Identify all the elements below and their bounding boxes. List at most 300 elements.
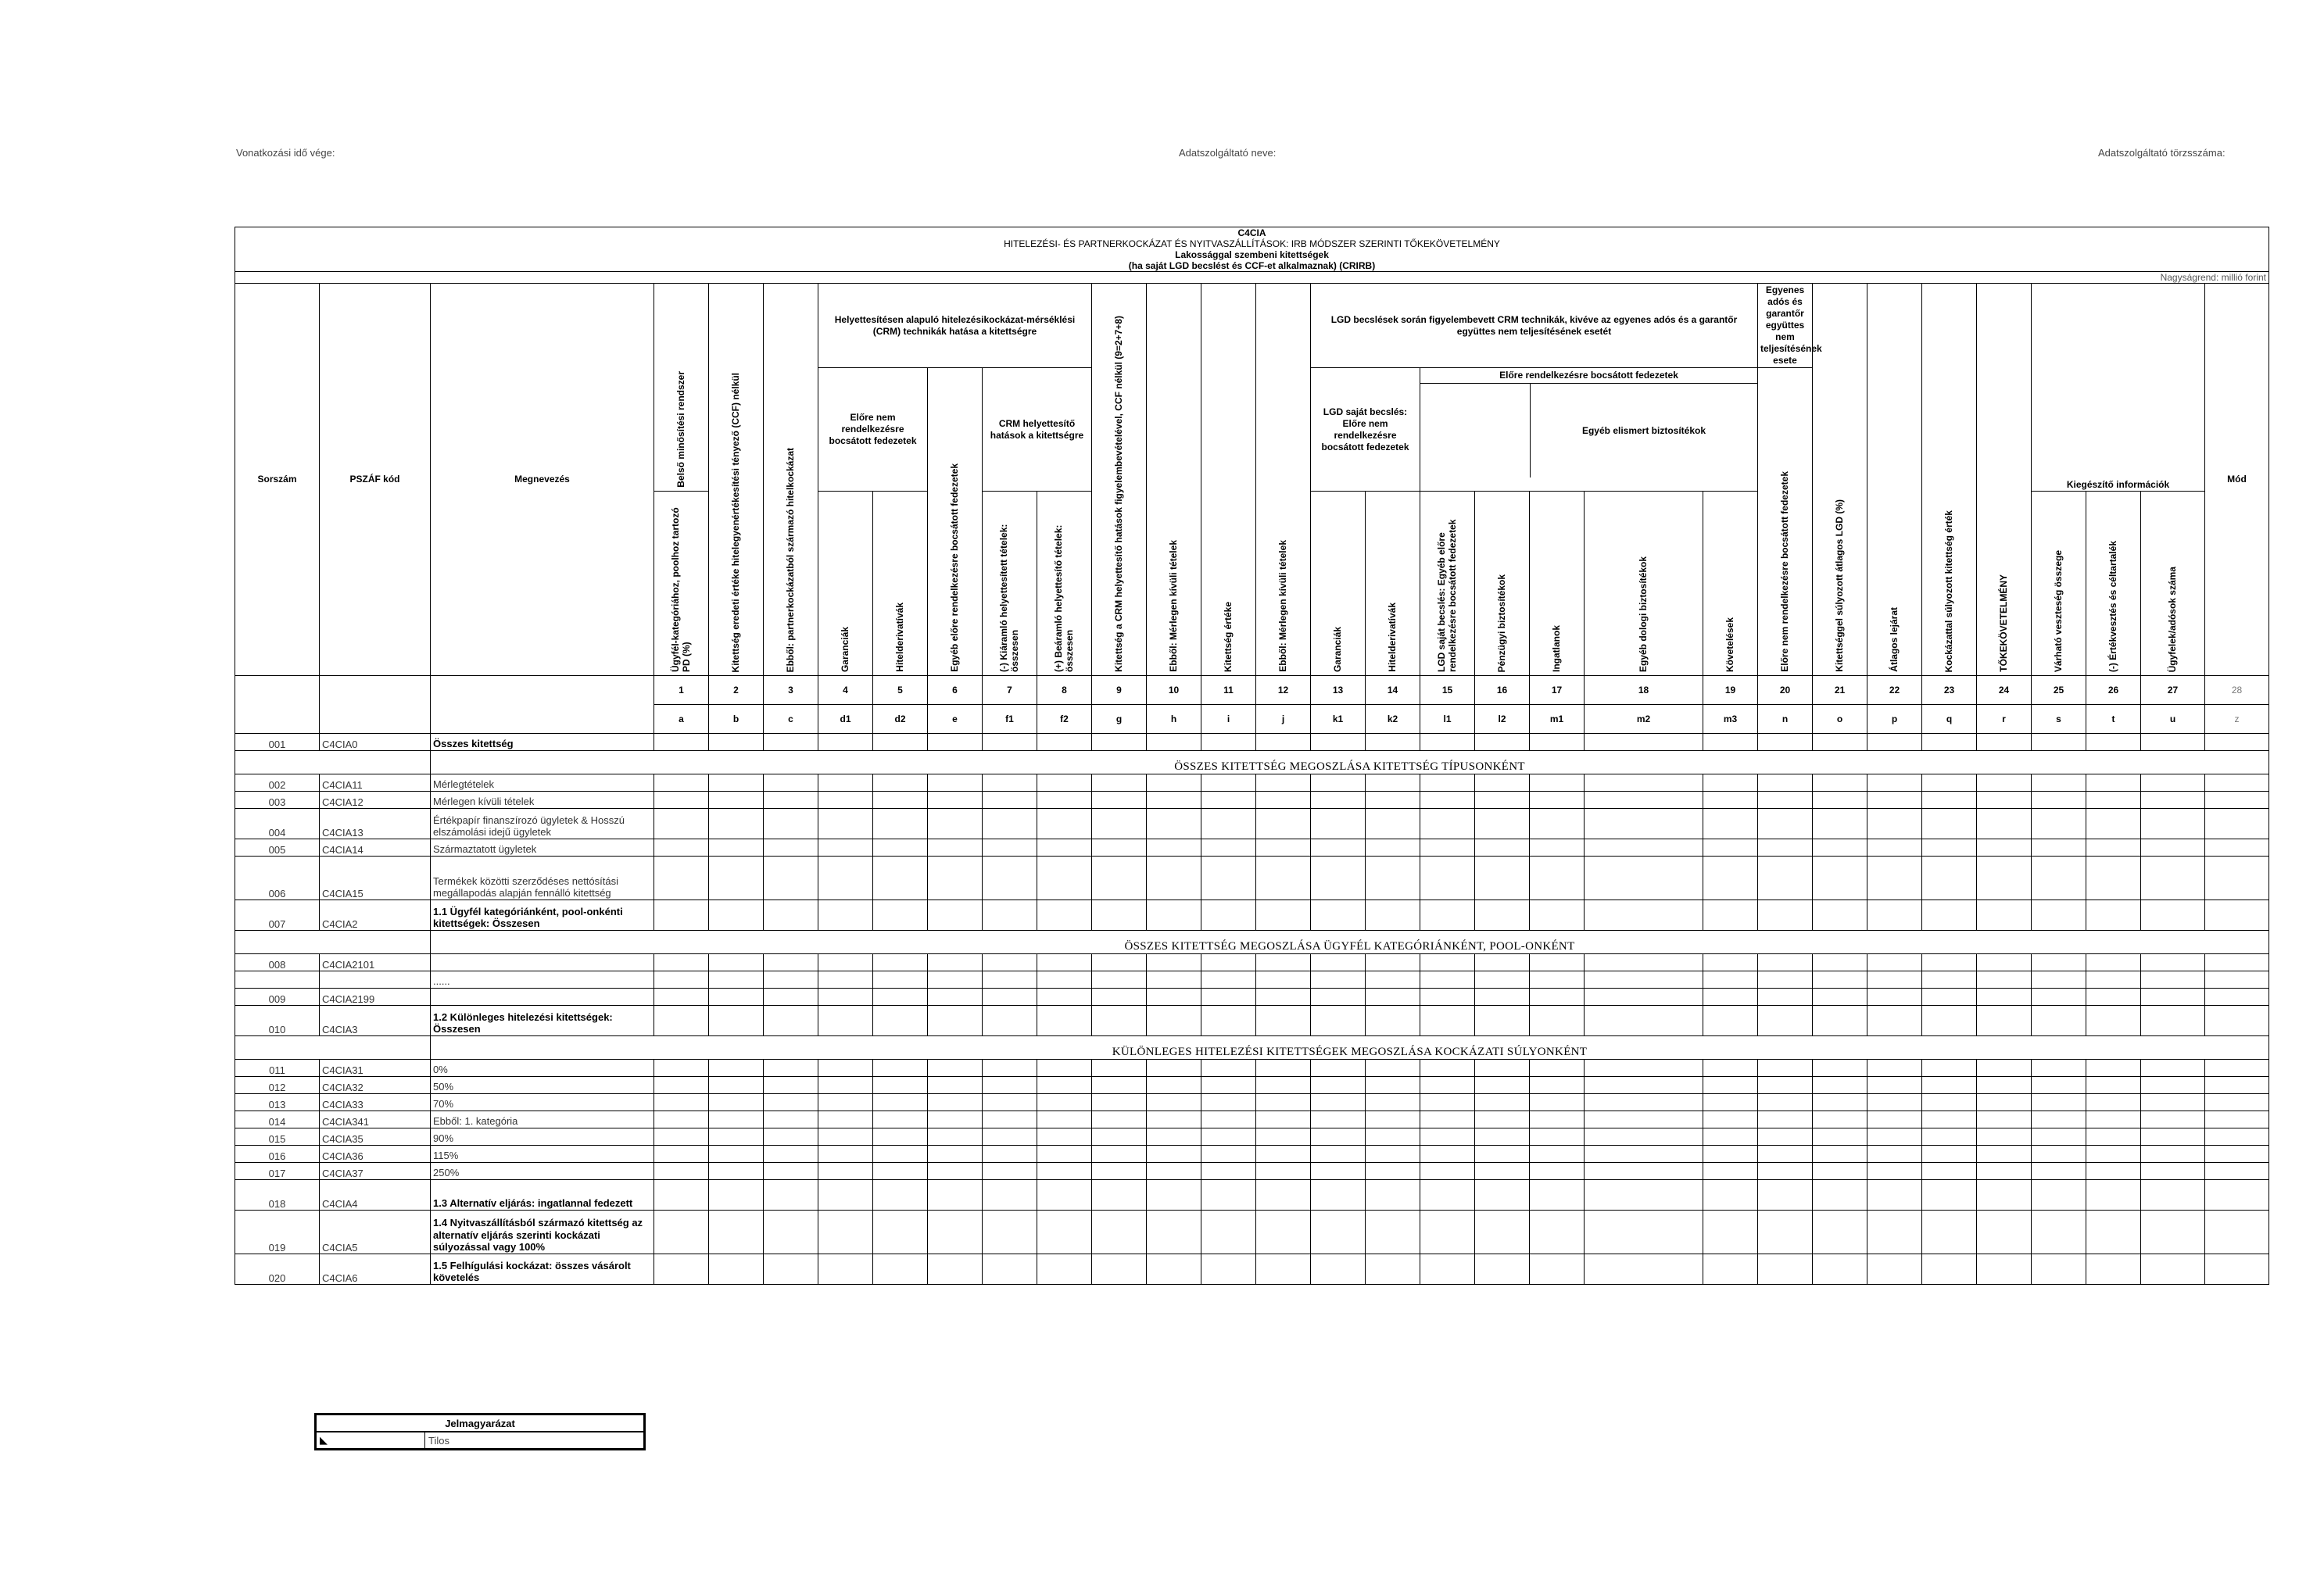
value-cell[interactable] [1037,1163,1092,1180]
value-cell[interactable] [1366,734,1420,751]
value-cell[interactable] [1813,857,1867,900]
value-cell[interactable] [1530,809,1585,839]
value-cell[interactable] [1420,900,1475,931]
value-cell[interactable] [2032,1128,2086,1146]
value-cell[interactable] [928,839,983,857]
value-cell[interactable] [2032,1006,2086,1036]
value-cell[interactable] [818,1111,873,1128]
value-cell[interactable] [1758,857,1813,900]
value-cell[interactable] [1922,792,1977,809]
value-cell[interactable] [818,1094,873,1111]
value-cell[interactable] [1922,1111,1977,1128]
value-cell[interactable] [1813,971,1867,989]
value-cell[interactable] [1420,1094,1475,1111]
value-cell[interactable] [983,989,1037,1006]
value-cell[interactable] [1256,1077,1311,1094]
value-cell[interactable] [709,1146,764,1163]
value-cell[interactable] [1813,1211,1867,1254]
value-cell[interactable] [709,1094,764,1111]
value-cell[interactable] [818,989,873,1006]
value-cell[interactable] [1922,1146,1977,1163]
value-cell[interactable] [2141,900,2205,931]
value-cell[interactable] [1703,954,1758,971]
value-cell[interactable] [1922,857,1977,900]
value-cell[interactable] [1922,1006,1977,1036]
value-cell[interactable] [1037,839,1092,857]
value-cell[interactable] [2141,1060,2205,1077]
value-cell[interactable] [1758,1163,1813,1180]
value-cell[interactable] [709,1254,764,1285]
value-cell[interactable] [818,1146,873,1163]
value-cell[interactable] [1366,1094,1420,1111]
value-cell[interactable] [928,1163,983,1180]
value-cell[interactable] [1366,809,1420,839]
value-cell[interactable] [1867,1254,1922,1285]
value-cell[interactable] [1867,792,1922,809]
value-cell[interactable] [1037,774,1092,792]
value-cell[interactable] [1420,809,1475,839]
value-cell[interactable] [1977,734,2032,751]
value-cell[interactable] [1867,1180,1922,1211]
value-cell[interactable] [1311,1180,1366,1211]
value-cell[interactable] [928,1060,983,1077]
value-cell[interactable] [2086,1146,2141,1163]
value-cell[interactable] [1201,989,1256,1006]
value-cell[interactable] [1758,1254,1813,1285]
value-cell[interactable] [1311,1077,1366,1094]
value-cell[interactable] [654,1094,709,1111]
value-cell[interactable] [1867,774,1922,792]
value-cell[interactable] [2032,954,2086,971]
value-cell[interactable] [2086,1060,2141,1077]
value-cell[interactable] [1475,1111,1530,1128]
value-cell[interactable] [1366,954,1420,971]
value-cell[interactable] [1256,792,1311,809]
value-cell[interactable] [1311,1094,1366,1111]
value-cell[interactable] [1311,774,1366,792]
value-cell[interactable] [2205,1094,2269,1111]
value-cell[interactable] [1977,971,2032,989]
value-cell[interactable] [1201,1006,1256,1036]
value-cell[interactable] [1256,809,1311,839]
value-cell[interactable] [709,774,764,792]
value-cell[interactable] [1092,1128,1147,1146]
value-cell[interactable] [1813,809,1867,839]
value-cell[interactable] [709,1211,764,1254]
value-cell[interactable] [2086,971,2141,989]
value-cell[interactable] [1867,1211,1922,1254]
value-cell[interactable] [818,1211,873,1254]
value-cell[interactable] [1922,1128,1977,1146]
value-cell[interactable] [928,1128,983,1146]
value-cell[interactable] [1585,1211,1703,1254]
value-cell[interactable] [1977,1111,2032,1128]
value-cell[interactable] [1867,900,1922,931]
value-cell[interactable] [1813,839,1867,857]
value-cell[interactable] [2205,1180,2269,1211]
value-cell[interactable] [2032,1163,2086,1180]
value-cell[interactable] [1037,1077,1092,1094]
value-cell[interactable] [1256,1006,1311,1036]
value-cell[interactable] [983,1060,1037,1077]
value-cell[interactable] [709,900,764,931]
value-cell[interactable] [1922,1077,1977,1094]
value-cell[interactable] [2032,839,2086,857]
value-cell[interactable] [1366,1211,1420,1254]
value-cell[interactable] [1585,839,1703,857]
value-cell[interactable] [1366,792,1420,809]
value-cell[interactable] [1311,1163,1366,1180]
value-cell[interactable] [654,1111,709,1128]
value-cell[interactable] [1758,900,1813,931]
value-cell[interactable] [1585,989,1703,1006]
value-cell[interactable] [1420,1060,1475,1077]
value-cell[interactable] [983,1077,1037,1094]
value-cell[interactable] [1530,774,1585,792]
value-cell[interactable] [1977,954,2032,971]
value-cell[interactable] [2032,1211,2086,1254]
value-cell[interactable] [654,1180,709,1211]
value-cell[interactable] [1813,1180,1867,1211]
value-cell[interactable] [709,857,764,900]
value-cell[interactable] [1311,900,1366,931]
value-cell[interactable] [2205,1128,2269,1146]
value-cell[interactable] [983,1254,1037,1285]
value-cell[interactable] [654,1254,709,1285]
value-cell[interactable] [1758,989,1813,1006]
value-cell[interactable] [1256,971,1311,989]
value-cell[interactable] [1530,989,1585,1006]
value-cell[interactable] [1585,774,1703,792]
value-cell[interactable] [1201,1163,1256,1180]
value-cell[interactable] [1201,1180,1256,1211]
value-cell[interactable] [1813,774,1867,792]
value-cell[interactable] [1530,1180,1585,1211]
value-cell[interactable] [1585,1006,1703,1036]
value-cell[interactable] [1475,1060,1530,1077]
value-cell[interactable] [818,1006,873,1036]
value-cell[interactable] [2141,1006,2205,1036]
value-cell[interactable] [1147,1077,1201,1094]
value-cell[interactable] [1977,1180,2032,1211]
value-cell[interactable] [1366,774,1420,792]
value-cell[interactable] [983,857,1037,900]
value-cell[interactable] [1530,1254,1585,1285]
value-cell[interactable] [1475,734,1530,751]
value-cell[interactable] [1201,1094,1256,1111]
value-cell[interactable] [1037,989,1092,1006]
value-cell[interactable] [1977,1254,2032,1285]
value-cell[interactable] [1703,1211,1758,1254]
value-cell[interactable] [1922,809,1977,839]
value-cell[interactable] [1758,1128,1813,1146]
value-cell[interactable] [2205,792,2269,809]
value-cell[interactable] [1703,989,1758,1006]
value-cell[interactable] [1092,857,1147,900]
value-cell[interactable] [1758,792,1813,809]
value-cell[interactable] [2086,1254,2141,1285]
value-cell[interactable] [1366,1146,1420,1163]
value-cell[interactable] [1530,1111,1585,1128]
value-cell[interactable] [1977,1211,2032,1254]
value-cell[interactable] [818,839,873,857]
value-cell[interactable] [709,1060,764,1077]
value-cell[interactable] [1530,1094,1585,1111]
value-cell[interactable] [1922,1163,1977,1180]
value-cell[interactable] [928,1094,983,1111]
value-cell[interactable] [1311,1146,1366,1163]
value-cell[interactable] [709,1128,764,1146]
value-cell[interactable] [1311,809,1366,839]
value-cell[interactable] [1475,857,1530,900]
value-cell[interactable] [1530,839,1585,857]
value-cell[interactable] [1201,857,1256,900]
value-cell[interactable] [2086,809,2141,839]
value-cell[interactable] [1037,1146,1092,1163]
value-cell[interactable] [1037,809,1092,839]
value-cell[interactable] [1147,792,1201,809]
value-cell[interactable] [1256,1211,1311,1254]
value-cell[interactable] [1366,1077,1420,1094]
value-cell[interactable] [764,954,818,971]
value-cell[interactable] [1256,1163,1311,1180]
value-cell[interactable] [818,792,873,809]
value-cell[interactable] [1092,1211,1147,1254]
value-cell[interactable] [1256,1180,1311,1211]
value-cell[interactable] [1475,989,1530,1006]
value-cell[interactable] [654,857,709,900]
value-cell[interactable] [1147,1211,1201,1254]
value-cell[interactable] [873,1094,928,1111]
value-cell[interactable] [1758,971,1813,989]
value-cell[interactable] [2086,734,2141,751]
value-cell[interactable] [2086,1211,2141,1254]
value-cell[interactable] [1037,1128,1092,1146]
value-cell[interactable] [1092,989,1147,1006]
value-cell[interactable] [1585,809,1703,839]
value-cell[interactable] [2205,1254,2269,1285]
value-cell[interactable] [1256,1111,1311,1128]
value-cell[interactable] [1585,954,1703,971]
value-cell[interactable] [709,1111,764,1128]
value-cell[interactable] [764,1111,818,1128]
value-cell[interactable] [873,839,928,857]
value-cell[interactable] [1703,1146,1758,1163]
value-cell[interactable] [1147,774,1201,792]
value-cell[interactable] [1867,1146,1922,1163]
value-cell[interactable] [873,1254,928,1285]
value-cell[interactable] [1037,1094,1092,1111]
value-cell[interactable] [654,1146,709,1163]
value-cell[interactable] [1813,1094,1867,1111]
value-cell[interactable] [1037,857,1092,900]
value-cell[interactable] [2032,971,2086,989]
value-cell[interactable] [1977,774,2032,792]
value-cell[interactable] [983,1163,1037,1180]
value-cell[interactable] [2032,1111,2086,1128]
value-cell[interactable] [1147,1163,1201,1180]
value-cell[interactable] [818,774,873,792]
value-cell[interactable] [1366,1180,1420,1211]
value-cell[interactable] [2205,734,2269,751]
value-cell[interactable] [1201,971,1256,989]
value-cell[interactable] [1703,1077,1758,1094]
value-cell[interactable] [709,1006,764,1036]
value-cell[interactable] [1475,1180,1530,1211]
value-cell[interactable] [1867,1060,1922,1077]
value-cell[interactable] [709,792,764,809]
value-cell[interactable] [2032,857,2086,900]
value-cell[interactable] [1366,1163,1420,1180]
value-cell[interactable] [1585,1077,1703,1094]
value-cell[interactable] [2205,774,2269,792]
value-cell[interactable] [1092,839,1147,857]
value-cell[interactable] [1147,989,1201,1006]
value-cell[interactable] [1475,1006,1530,1036]
value-cell[interactable] [2086,839,2141,857]
value-cell[interactable] [1922,971,1977,989]
value-cell[interactable] [1311,1111,1366,1128]
value-cell[interactable] [1256,1254,1311,1285]
value-cell[interactable] [1256,954,1311,971]
value-cell[interactable] [1037,792,1092,809]
value-cell[interactable] [1092,1180,1147,1211]
value-cell[interactable] [1475,1211,1530,1254]
value-cell[interactable] [818,1180,873,1211]
value-cell[interactable] [1256,1146,1311,1163]
value-cell[interactable] [2086,1180,2141,1211]
value-cell[interactable] [1311,971,1366,989]
value-cell[interactable] [2032,734,2086,751]
value-cell[interactable] [1703,1180,1758,1211]
value-cell[interactable] [1201,954,1256,971]
value-cell[interactable] [1366,1254,1420,1285]
value-cell[interactable] [2205,954,2269,971]
value-cell[interactable] [1758,954,1813,971]
value-cell[interactable] [654,989,709,1006]
value-cell[interactable] [928,1111,983,1128]
value-cell[interactable] [983,1128,1037,1146]
value-cell[interactable] [983,1180,1037,1211]
value-cell[interactable] [709,954,764,971]
value-cell[interactable] [2032,1254,2086,1285]
value-cell[interactable] [983,809,1037,839]
value-cell[interactable] [1758,1077,1813,1094]
value-cell[interactable] [1420,1077,1475,1094]
value-cell[interactable] [1037,971,1092,989]
value-cell[interactable] [1922,1254,1977,1285]
value-cell[interactable] [1420,1006,1475,1036]
value-cell[interactable] [654,734,709,751]
value-cell[interactable] [1037,1211,1092,1254]
value-cell[interactable] [1311,1006,1366,1036]
value-cell[interactable] [2032,774,2086,792]
value-cell[interactable] [1037,900,1092,931]
value-cell[interactable] [1867,1128,1922,1146]
value-cell[interactable] [928,989,983,1006]
value-cell[interactable] [1758,1111,1813,1128]
value-cell[interactable] [1201,1254,1256,1285]
value-cell[interactable] [1147,809,1201,839]
value-cell[interactable] [764,1211,818,1254]
value-cell[interactable] [1813,792,1867,809]
value-cell[interactable] [1420,1128,1475,1146]
value-cell[interactable] [1147,1128,1201,1146]
value-cell[interactable] [1256,734,1311,751]
value-cell[interactable] [928,857,983,900]
value-cell[interactable] [2086,857,2141,900]
value-cell[interactable] [1475,792,1530,809]
value-cell[interactable] [983,1094,1037,1111]
value-cell[interactable] [764,1128,818,1146]
value-cell[interactable] [654,1006,709,1036]
value-cell[interactable] [1530,1128,1585,1146]
value-cell[interactable] [873,900,928,931]
value-cell[interactable] [1977,1060,2032,1077]
value-cell[interactable] [1147,1006,1201,1036]
value-cell[interactable] [983,900,1037,931]
value-cell[interactable] [1813,1006,1867,1036]
value-cell[interactable] [1092,1254,1147,1285]
value-cell[interactable] [2086,774,2141,792]
value-cell[interactable] [1201,792,1256,809]
value-cell[interactable] [928,792,983,809]
value-cell[interactable] [2086,1077,2141,1094]
value-cell[interactable] [1092,792,1147,809]
value-cell[interactable] [928,774,983,792]
value-cell[interactable] [764,857,818,900]
value-cell[interactable] [1147,1111,1201,1128]
value-cell[interactable] [1585,1180,1703,1211]
value-cell[interactable] [1758,839,1813,857]
value-cell[interactable] [1256,989,1311,1006]
value-cell[interactable] [764,1094,818,1111]
value-cell[interactable] [2032,1094,2086,1111]
value-cell[interactable] [2032,1180,2086,1211]
value-cell[interactable] [928,1211,983,1254]
value-cell[interactable] [764,774,818,792]
value-cell[interactable] [1147,1180,1201,1211]
value-cell[interactable] [1092,774,1147,792]
value-cell[interactable] [709,1163,764,1180]
value-cell[interactable] [2141,1211,2205,1254]
value-cell[interactable] [1585,1060,1703,1077]
value-cell[interactable] [2141,1180,2205,1211]
value-cell[interactable] [1977,1146,2032,1163]
value-cell[interactable] [1420,839,1475,857]
value-cell[interactable] [1311,954,1366,971]
value-cell[interactable] [873,734,928,751]
value-cell[interactable] [1201,1128,1256,1146]
value-cell[interactable] [2205,971,2269,989]
value-cell[interactable] [764,1180,818,1211]
value-cell[interactable] [1420,1146,1475,1163]
value-cell[interactable] [983,734,1037,751]
value-cell[interactable] [2141,857,2205,900]
value-cell[interactable] [654,1211,709,1254]
value-cell[interactable] [1201,774,1256,792]
value-cell[interactable] [1922,734,1977,751]
value-cell[interactable] [764,1077,818,1094]
value-cell[interactable] [654,809,709,839]
value-cell[interactable] [2141,1111,2205,1128]
value-cell[interactable] [983,1006,1037,1036]
value-cell[interactable] [1813,954,1867,971]
value-cell[interactable] [1420,1111,1475,1128]
value-cell[interactable] [1813,1060,1867,1077]
value-cell[interactable] [1311,1211,1366,1254]
value-cell[interactable] [1366,1060,1420,1077]
